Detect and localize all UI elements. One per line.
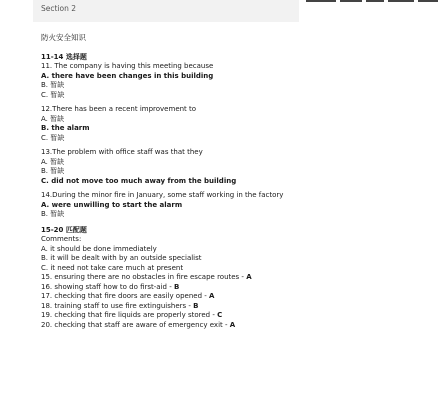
matching-answer: C	[217, 311, 223, 319]
question-stem: 12.There has been a recent improvement to	[41, 105, 197, 113]
matching-item-text: 19. checking that fire liquids are properly stored -	[41, 311, 218, 319]
answer-option: A. 暂缺	[41, 114, 65, 123]
correct-option: A. were unwilling to start the alarm	[41, 200, 183, 209]
answer-option: A. 暂缺	[41, 157, 65, 166]
section-header	[33, 0, 299, 22]
matching-items	[41, 273, 421, 330]
question-stem: 11. The company is having this meeting because	[41, 62, 214, 70]
matching-item	[41, 311, 421, 321]
matching-item-text: 17. checking that fire doors are easily opened -	[41, 292, 210, 300]
multiple-choice-section	[41, 62, 421, 220]
correct-option: C. did not move too much away from the building	[41, 176, 237, 185]
question-block	[41, 62, 421, 100]
answer-option: B. 暂缺	[41, 81, 65, 89]
section-label: Section 2	[41, 4, 77, 13]
matching-answer: A	[229, 320, 236, 329]
correct-option: B. the alarm	[41, 124, 90, 132]
matching-item	[41, 321, 421, 331]
matching-item-text: 20. checking that staff are aware of emergency exit -	[41, 320, 230, 329]
matching-item	[41, 273, 421, 283]
matching-item-text: 18. training staff to use fire extinguishers -	[41, 301, 194, 310]
document-body	[41, 33, 421, 330]
matching-answer: A	[209, 292, 215, 300]
question-block	[41, 191, 421, 220]
answer-option: B. 暂缺	[41, 167, 65, 175]
question-block	[41, 148, 421, 186]
matching-item	[41, 302, 421, 312]
page-heading: 防火安全知识	[41, 33, 86, 42]
comment-choice: B. it will be dealt with by an outside specialist	[41, 254, 202, 262]
matching-item	[41, 292, 421, 302]
comment-choices	[41, 245, 421, 274]
matching-item-text: 15. ensuring there are no obstacles in fire escape routes -	[41, 273, 247, 281]
comment-choice: C. it need not take care much at present	[41, 263, 184, 272]
part2-title: 15-20 匹配题	[41, 225, 87, 234]
cropped-top-text	[300, 0, 442, 3]
question-stem: 14.During the minor fire in January, some staff working in the factory	[41, 191, 284, 199]
question-block	[41, 105, 421, 143]
answer-option: C. 暂缺	[41, 90, 65, 99]
matching-answer: B	[173, 282, 180, 291]
matching-item	[41, 283, 421, 293]
answer-option: B. 暂缺	[41, 210, 65, 218]
matching-answer: B	[193, 301, 199, 310]
correct-option: A. there have been changes in this building	[41, 71, 214, 80]
comment-choice: A. it should be done immediately	[41, 244, 157, 253]
question-stem: 13.The problem with office staff was that they	[41, 148, 203, 156]
matching-item-text: 16. showing staff how to do first-aid -	[41, 282, 174, 291]
comments-label: Comments:	[41, 235, 82, 243]
part1-title: 11-14 选择题	[41, 52, 87, 61]
answer-option: C. 暂缺	[41, 133, 65, 142]
matching-answer: A	[246, 273, 252, 281]
